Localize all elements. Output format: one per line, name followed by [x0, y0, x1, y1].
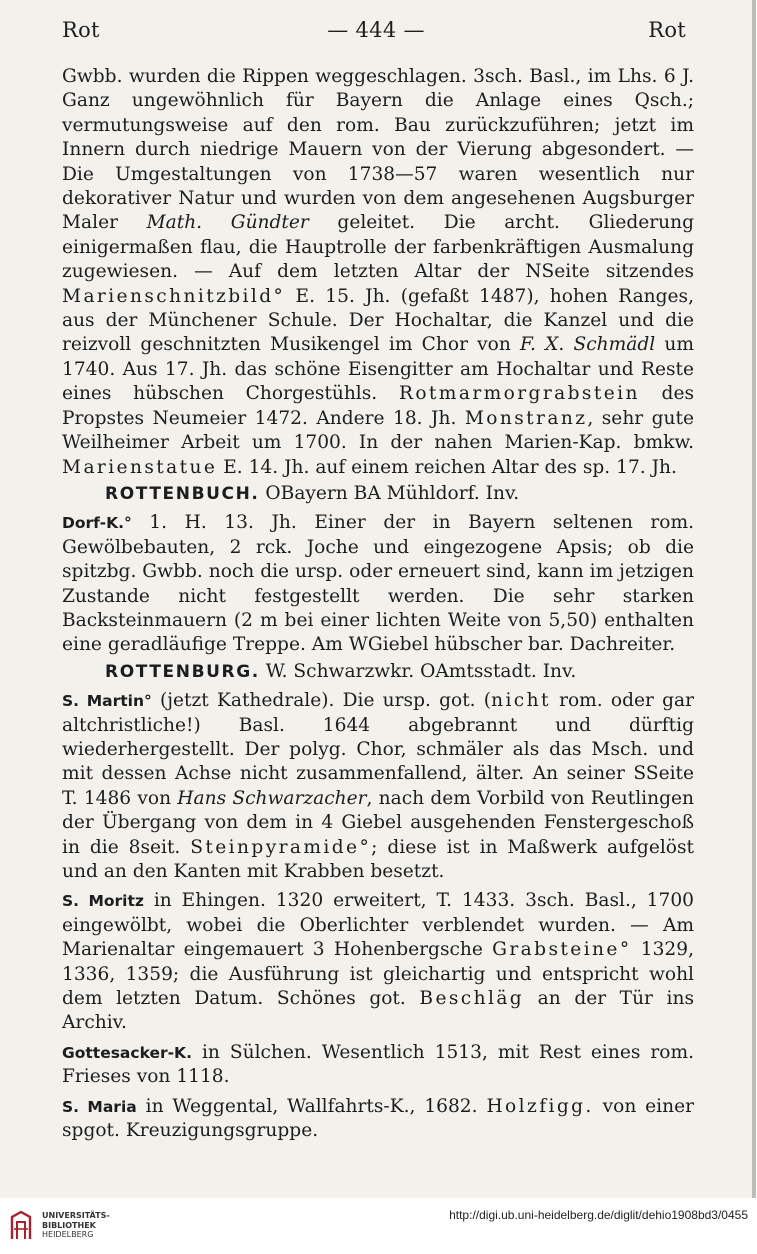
spaced-term: Marienstatue [62, 456, 218, 478]
place-heading-rottenburg: ROTTENBURG. W. Schwarzwkr. OAmtsstadt. Inv. [105, 660, 577, 682]
entry-gottesacker-k: Gottesacker-K. in Sülchen. Wesentlich 1513, mit Rest eines rom. Frieses von 1118. [62, 1041, 694, 1088]
spaced-term: Monstranz [464, 407, 588, 429]
entry-dorf-k: Dorf-K.° 1. H. 13. Jh. Einer der in Bayern seltenen rom. Gewölbebauten, 2 rck. Joche und eingezogene Apsis; ob die spitzbg. Gwbb. noch die ursp. oder erneuert sind, kann im jetzigen Zustande nicht festgestellt werden. Die sehr starken Backsteinmauern (2 m bei einer lichten Weite von 5,50) enthalten eine geradläufige Treppe. Am WGiebel hübscher bar. Dachreiter. [62, 512, 694, 656]
entry-s-maria: S. Maria in Weggental, Wallfahrts-K., 1682. Holzfigg. von einer spgot. Kreuzigungsgruppe. [62, 1095, 694, 1142]
permalink-url[interactable]: http://digi.ub.uni-heidelberg.de/diglit/dehio1908bd3/0455 [449, 1208, 748, 1222]
page-number: — 444 — [327, 18, 425, 42]
spaced-term: Rotmarmorgrabstein [398, 383, 640, 405]
artist-name: F. X. Schmädl [520, 334, 656, 356]
spaced-term: Holzfigg. [486, 1095, 594, 1117]
running-head-right: Rot [648, 18, 686, 42]
entry-s-martin: S. Martin° (jetzt Kathedrale). Die ursp. got. (nicht rom. oder gar altchristliche!) Basl. 1644 abgebrannt und dürftig wiederhergestellt. Der polyg. Chor, schmäler als das Msch. und mit dessen Achse nicht zusammenfallend, älter. An seiner SSeite T. 1486 von Hans Schwarzacher, nach dem Vorbild von Reutlingen der Übergang von dem in 4 Giebel ausgehenden Fenstergeschoß in die 8seit. Steinpyramide°; diese ist in Maßwerk aufgelöst und an den Kanten mit Krabben besetzt. [62, 690, 694, 882]
entry-keyword: S. Martin° [62, 692, 152, 711]
spaced-term: Steinpyramide° [190, 836, 372, 858]
library-logo-text: UNIVERSITÄTS- BIBLIOTHEK HEIDELBERG [42, 1211, 110, 1239]
spaced-term: Grabsteine° [492, 939, 632, 961]
entry-keyword: Dorf-K.° [62, 514, 132, 533]
entry-s-moritz: S. Moritz in Ehingen. 1320 erweitert, T. 1433. 3sch. Basl., 1700 eingewölbt, wobei die Oberlichter verblendet wurden. — Am Marienaltar eingemauert 3 Hohenbergsche Grabsteine° 1329, 1336, 1359; die Ausführung ist gleichartig und entspricht wohl dem letzten Datum. Schönes got. Beschläg an der Tür ins Archiv. [62, 890, 694, 1034]
spaced-term: Marienschnitzbild° [62, 285, 286, 307]
viewer-footer [0, 1198, 757, 1254]
artist-name: Math. Gündter [146, 212, 309, 234]
spaced-term: nicht [491, 690, 551, 712]
entry-keyword: Gottesacker-K. [62, 1043, 192, 1062]
running-head-left: Rot [62, 18, 100, 42]
entry-keyword: S. Maria [62, 1097, 137, 1116]
place-name: ROTTENBURG. [105, 661, 260, 682]
library-logo-icon [8, 1209, 34, 1243]
paragraph-rot-continued: Gwbb. wurden die Rippen weggeschlagen. 3sch. Basl., im Lhs. 6 J. Ganz ungewöhnlich für Bayern die Anlage eines Qsch.; vermutungsweise auf den rom. Bau zurückzuführen; jetzt im Innern durch niedrige Mauern von der Vierung abgesondert. — Die Umgestaltungen von 1738—57 waren wesentlich nur dekorativer Natur und wurden von dem angesehenen Augsburger Maler Math. Gündter geleitet. Die archt. Gliederung einigermaßen flau, die Hauptrolle der farbenkräftigen Ausmalung zugewiesen. — Auf dem letzten Altar der NSeite sitzendes Marienschnitzbild° E. 15. Jh. (gefaßt 1487), hohen Ranges, aus der Münchener Schule. Der Hochaltar, die Kanzel und die reizvoll geschnitzten Musikengel im Chor von F. X. Schmädl um 1740. Aus 17. Jh. das schöne Eisengitter am Hochaltar und Reste eines hübschen Chorgestühls. Rotmarmorgrabstein des Propstes Neumeier 1472. Andere 18. Jh. Monstranz, sehr gute Weilheimer Arbeit um 1700. In der nahen Marien-Kap. bmkw. Marienstatue E. 14. Jh. auf einem reichen Altar des sp. 17. Jh. [62, 66, 695, 478]
spaced-term: Beschläg [419, 988, 525, 1010]
place-heading-rottenbuch: ROTTENBUCH. OBayern BA Mühldorf. Inv. [105, 482, 520, 504]
place-name: ROTTENBUCH. [105, 483, 260, 504]
artist-name: Hans Schwarzacher [177, 787, 367, 809]
text-body [62, 65, 694, 1143]
entry-keyword: S. Moritz [62, 892, 144, 911]
